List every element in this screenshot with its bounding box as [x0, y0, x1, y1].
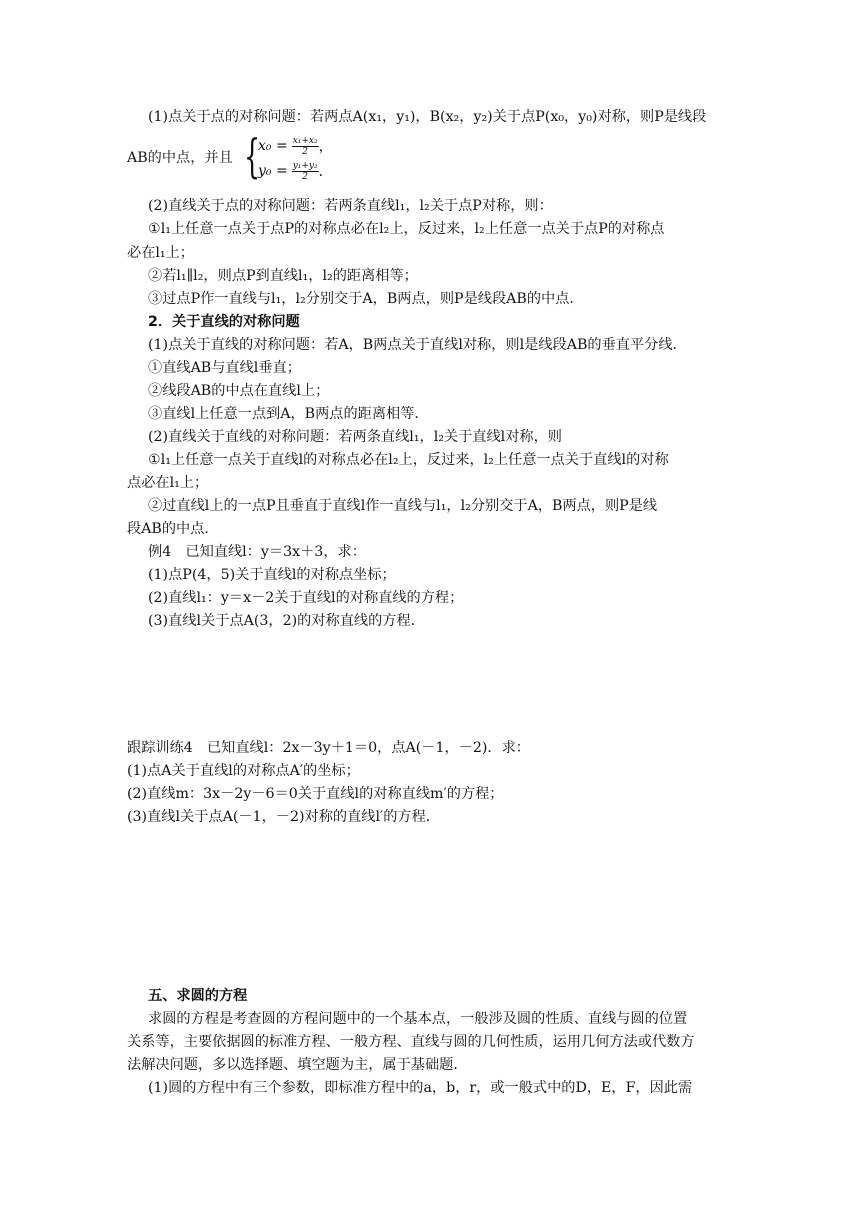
text-line: (2)直线关于点的对称问题：若两条直线l₁，l₂关于点P对称，则： [148, 198, 553, 214]
section-heading: 五、求圆的方程 [148, 988, 248, 1004]
text-line: (1)点关于点的对称问题：若两点A(x₁，y₁)，B(x₂，y₂)关于点P(x₀，y₀)对称，则P是线段 [148, 109, 707, 125]
formula-numerator: y₁+y₂ [292, 160, 318, 171]
text-line: ②过直线l上的一点P且垂直于直线l作一直线与l₁，l₂分别交于A，B两点，则P是线 [148, 498, 658, 514]
text-line: (2)直线m：3x－2y－6＝0关于直线l的对称直线m′的方程； [127, 786, 504, 802]
formula-denominator: 2 [302, 146, 309, 157]
text-line: 点必在l₁上； [127, 475, 209, 491]
text-line: 必在l₁上； [127, 245, 194, 261]
text-line: (1)点A关于直线l的对称点A′的坐标； [127, 763, 360, 779]
formula-row-y [258, 159, 333, 183]
text-line: (1)圆的方程中有三个参数，即标准方程中的a，b，r，或一般式中的D，E，F，因此需 [148, 1080, 693, 1096]
text-line: ①l₁上任意一点关于点P的对称点必在l₂上，反过来，l₂上任意一点关于点P的对称点 [148, 221, 665, 237]
text-line: ①l₁上任意一点关于直线l的对称点必在l₂上，反过来，l₂上任意一点关于直线l的对称 [148, 452, 669, 468]
formula-punct: ， [318, 139, 333, 155]
text-line: ③过点P作一直线与l₁，l₂分别交于A，B两点，则P是线段AB的中点． [148, 291, 584, 307]
formula-punct: ． [318, 164, 333, 180]
example-heading: 例4 已知直线l：y＝3x＋3，求： [148, 544, 366, 560]
text-line: ③直线l上任意一点到A，B两点的距离相等． [148, 406, 429, 422]
text-line: ①直线AB与直线l垂直； [148, 360, 301, 376]
midpoint-formula [244, 129, 364, 186]
text-line: 求圆的方程是考查圆的方程问题中的一个基本点，一般涉及圆的性质、直线与圆的位置 [148, 1011, 688, 1027]
text-line: (3)直线l关于点A(3，2)的对称直线的方程． [148, 613, 425, 629]
formula-denominator: 2 [302, 171, 309, 182]
text-line: AB的中点，并且 [127, 150, 233, 166]
text-line: (1)点P(4，5)关于直线l的对称点坐标； [148, 567, 396, 583]
text-line: ②线段AB的中点在直线l上； [148, 383, 330, 399]
section-heading: 2．关于直线的对称问题 [148, 314, 300, 330]
text-line: (2)直线关于直线的对称问题：若两条直线l₁，l₂关于直线l对称，则 [148, 429, 562, 445]
formula-fraction [292, 136, 319, 157]
brace: { [244, 129, 261, 183]
text-line: ②若l₁∥l₂，则点P到直线l₁，l₂的距离相等； [148, 268, 418, 284]
formula-fraction [292, 161, 319, 182]
text-line: 法解决问题，多以选择题、填空题为主，属于基础题． [127, 1057, 468, 1073]
formula-lhs: y₀ = [258, 163, 288, 179]
exercise-heading: 跟踪训练4 已知直线l：2x－3y＋1＝0，点A(－1，－2)．求： [127, 740, 530, 756]
formula-row-x [258, 134, 333, 158]
formula-numerator: x₁+x₂ [292, 135, 318, 146]
text-line: 段AB的中点． [127, 521, 219, 537]
text-line: (3)直线l关于点A(－1，－2)对称的直线l′的方程． [127, 809, 440, 825]
text-line: (1)点关于直线的对称问题：若A，B两点关于直线l对称，则l是线段AB的垂直平分线． [148, 337, 687, 353]
text-line: 关系等，主要依据圆的标准方程、一般方程、直线与圆的几何性质，运用几何方法或代数方 [127, 1034, 695, 1050]
text-line: (2)直线l₁：y＝x－2关于直线l的对称直线的方程； [148, 590, 464, 606]
formula-lhs: x₀ = [258, 138, 288, 154]
